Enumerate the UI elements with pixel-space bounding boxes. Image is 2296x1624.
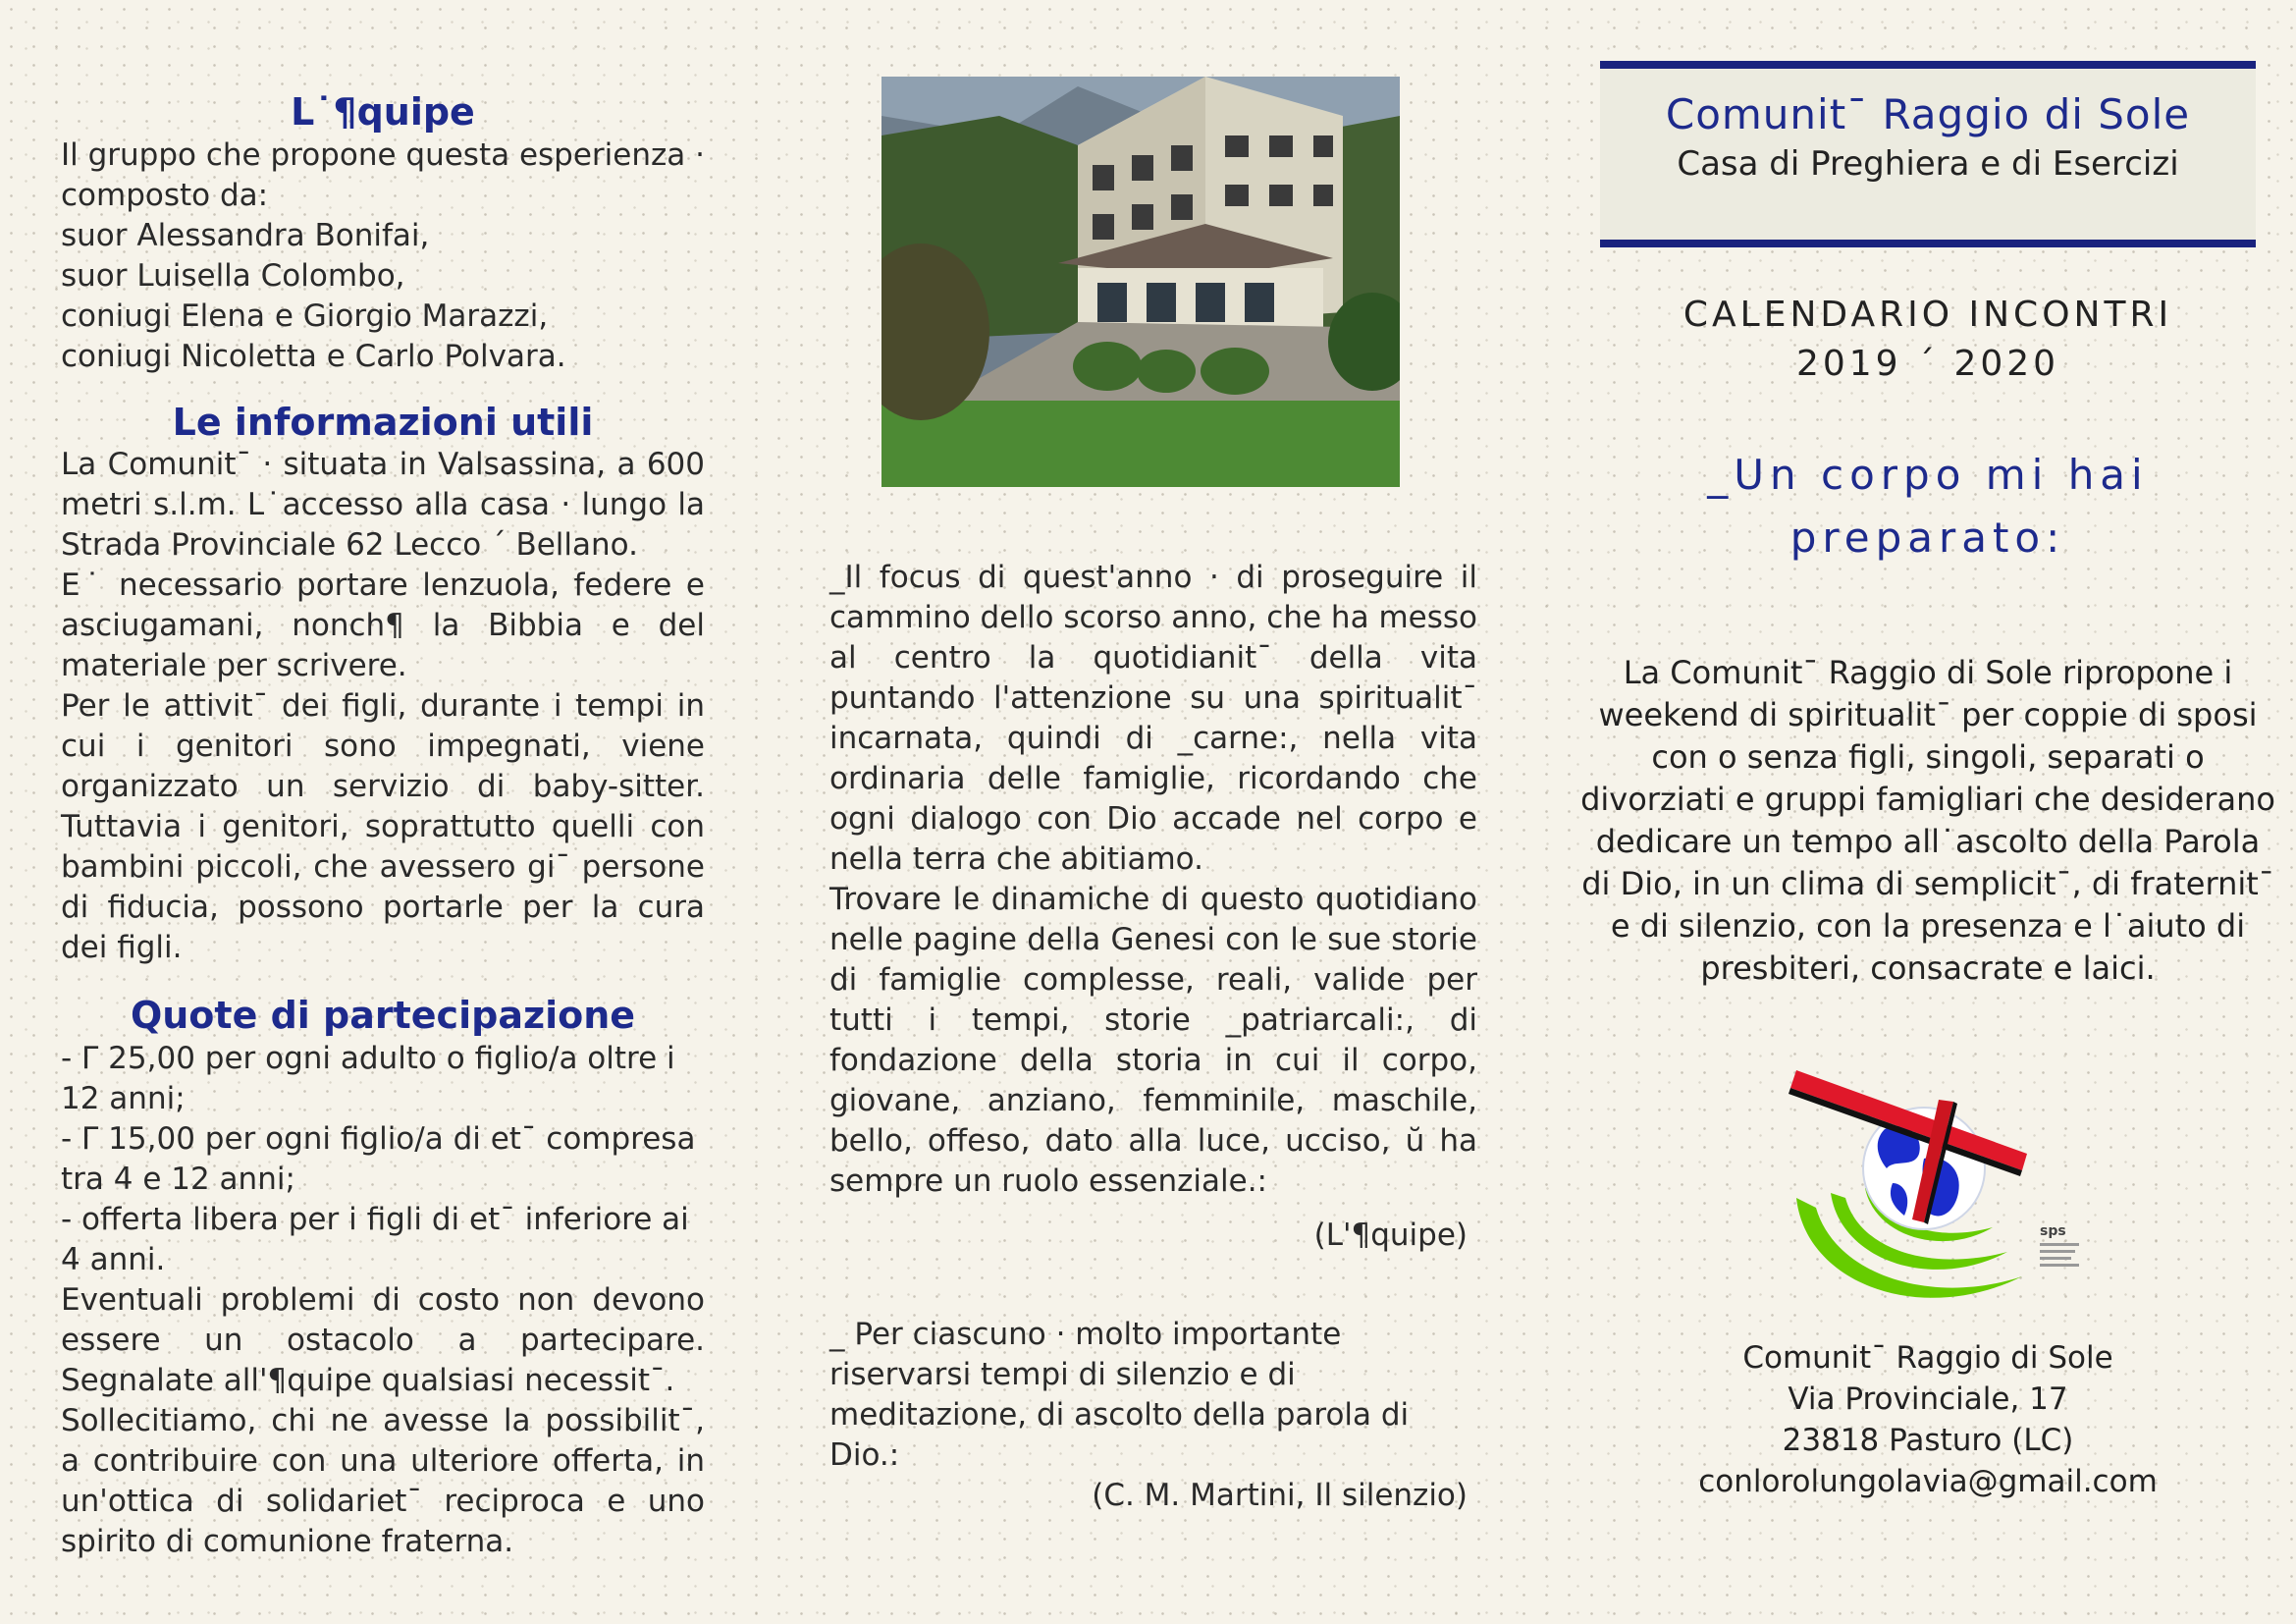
focus-paragraph: _Il focus di quest'anno · di proseguire il cammino dello scorso anno, che ha messo al centro la quotidianit¯ della vita puntando l'attenzione su una spiritualit¯ incarnata, quindi di _carne:, nella vita ordinaria delle famiglie, ricordando che ogni dialogo con Dio accade nel corpo e nella terra che abitiamo. (829, 560, 1477, 877)
logo-text: sps (2040, 1223, 2066, 1239)
martini-quote: _ Per ciascuno · molto importante riservarsi tempi di silenzio e di meditazione, di ascolto della parola di Dio.: (829, 1317, 1410, 1473)
quote-paragraph: Sollecitiamo, chi ne avesse la possibilit¯, a contribuire con una ulteriore offerta, in un'ottica di solidariet¯ reciproca e uno spirito di comunione fraterna. (61, 1402, 705, 1559)
quote-item: - offerta libera per i figli di et¯ inferiore ai 4 anni. (61, 1201, 689, 1277)
intro-text: La Comunit¯ Raggio di Sole ripropone i weekend di spiritualit¯ per coppie di sposi con o senza figli, singoli, separati o divorziati e gruppi famigliari che desiderano dedicare un tempo all˙ascolto della Parola di Dio, in un clima di semplicit¯, di fraternit¯ e di silenzio, con la presenza e l˙aiuto di presbiteri, consacrate e laici. (1580, 654, 2275, 987)
quote-heading: Quote di partecipazione (130, 994, 636, 1038)
focus-paragraph: Trovare le dinamiche di questo quotidiano nelle pagine della Genesi con le sue storie di famiglie complesse, reali, valide per tutti i tempi, storie _patriarcali:, di fondazione della storia in cui il corpo, giovane, anziano, femminile, maschile, bello, offeso, dato alla luce, ucciso, ŭ ha sempre un ruolo essenziale.: (829, 882, 1477, 1199)
address-block (1600, 1337, 2256, 1502)
equipe-heading: L˙¶quipe (291, 90, 475, 134)
info-paragraph: La Comunit¯ · situata in Valsassina, a 600 metri s.l.m. L˙accesso alla casa · lungo la Strada Provinciale 62 Lecco ´ Bellano. (61, 447, 705, 564)
calendar-years: 2019 ´ 2020 (1795, 344, 2060, 384)
banner-title: Comunit¯ Raggio di Sole (1665, 90, 2191, 138)
equipe-intro: Il gruppo che propone questa esperienza · composto da: (61, 136, 705, 213)
quote-item: - Γ 25,00 per ogni adulto o figlio/a oltre i 12 anni; (61, 1040, 675, 1116)
equipe-member: coniugi Nicoletta e Carlo Polvara. (61, 338, 566, 374)
title-banner (1600, 61, 2256, 247)
address-city: 23818 Pasturo (LC) (1782, 1423, 2074, 1458)
info-heading: Le informazioni utili (172, 400, 594, 444)
quote-item: - Γ 15,00 per ogni figlio/a di et¯ compresa tra 4 e 12 anni; (61, 1120, 696, 1197)
quote-paragraph: Eventuali problemi di costo non devono essere un ostacolo a partecipare. Segnalate all'¶quipe qualsiasi necessit¯. (61, 1281, 705, 1398)
motto-line: preparato: (1789, 514, 2066, 562)
equipe-member: suor Luisella Colombo, (61, 257, 405, 294)
focus-signature: (L'¶quipe) (1313, 1218, 1468, 1253)
calendar-heading (1600, 291, 2256, 389)
motto-line: _Un corpo mi hai (1707, 451, 2149, 499)
equipe-member: coniugi Elena e Giorgio Marazzi, (61, 298, 549, 334)
martini-signature: (C. M. Martini, Il silenzio) (1092, 1478, 1468, 1513)
address-street: Via Provinciale, 17 (1788, 1381, 2068, 1417)
left-panel (61, 0, 705, 1562)
banner-subtitle: Casa di Preghiera e di Esercizi (1677, 144, 2179, 184)
equipe-member: suor Alessandra Bonifai, (61, 217, 430, 253)
calendar-line: CALENDARIO INCONTRI (1682, 295, 2173, 335)
info-paragraph: Per le attivit¯ dei figli, durante i tempi in cui i genitori sono impegnati, viene organizzato un servizio di baby-sitter. Tuttavia i genitori, soprattutto quelli con bambini piccoli, che avessero gi¯ persone di fiducia, possono portarle per la cura dei figli. (61, 688, 705, 966)
info-paragraph: E˙ necessario portare lenzuola, federe e asciugamani, nonch¶ la Bibbia e del materiale per scrivere. (61, 568, 705, 684)
motto (1600, 444, 2256, 569)
center-panel (829, 558, 1477, 1516)
address-name: Comunit¯ Raggio di Sole (1742, 1340, 2113, 1376)
community-logo (1777, 1060, 2120, 1326)
house-photo (881, 77, 1400, 487)
email-link[interactable]: conlorolungolavia@gmail.com (1698, 1464, 2158, 1499)
